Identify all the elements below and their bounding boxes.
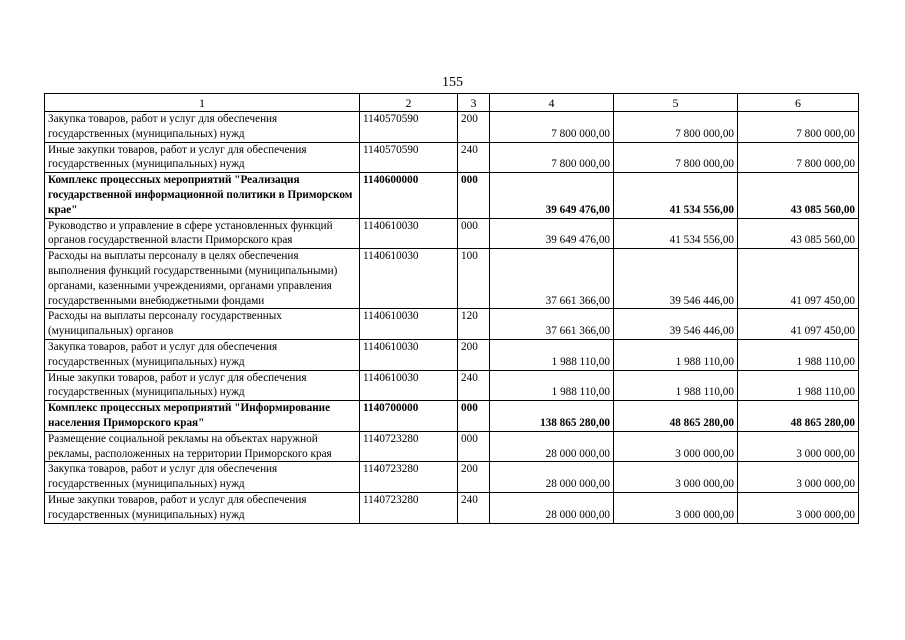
row-amount-1: 28 000 000,00 bbox=[490, 431, 614, 462]
row-amount-1: 39 649 476,00 bbox=[490, 173, 614, 218]
row-name: Расходы на выплаты персоналу государственных (муниципальных) органов bbox=[45, 309, 360, 340]
table-row bbox=[45, 401, 859, 432]
row-amount-1: 1 988 110,00 bbox=[490, 370, 614, 401]
row-amount-3: 3 000 000,00 bbox=[738, 492, 859, 523]
row-amount-2: 1 988 110,00 bbox=[614, 339, 738, 370]
row-expense-type: 240 bbox=[458, 370, 490, 401]
row-name: Иные закупки товаров, работ и услуг для обеспечения государственных (муниципальных) нужд bbox=[45, 370, 360, 401]
budget-table bbox=[44, 93, 859, 524]
row-code: 1140610030 bbox=[360, 249, 458, 309]
row-code: 1140723280 bbox=[360, 431, 458, 462]
table-row bbox=[45, 309, 859, 340]
row-code: 1140570590 bbox=[360, 142, 458, 173]
row-name: Комплекс процессных мероприятий "Информирование населения Приморского края" bbox=[45, 401, 360, 432]
row-name: Иные закупки товаров, работ и услуг для обеспечения государственных (муниципальных) нужд bbox=[45, 492, 360, 523]
row-expense-type: 200 bbox=[458, 112, 490, 143]
row-name: Иные закупки товаров, работ и услуг для обеспечения государственных (муниципальных) нужд bbox=[45, 142, 360, 173]
row-amount-1: 28 000 000,00 bbox=[490, 492, 614, 523]
table-row bbox=[45, 462, 859, 493]
row-expense-type: 240 bbox=[458, 142, 490, 173]
row-amount-2: 41 534 556,00 bbox=[614, 218, 738, 249]
row-amount-3: 41 097 450,00 bbox=[738, 309, 859, 340]
table-row bbox=[45, 112, 859, 143]
header-row bbox=[45, 94, 859, 112]
row-amount-1: 39 649 476,00 bbox=[490, 218, 614, 249]
table-row bbox=[45, 142, 859, 173]
row-name: Закупка товаров, работ и услуг для обеспечения государственных (муниципальных) нужд bbox=[45, 112, 360, 143]
row-amount-3: 48 865 280,00 bbox=[738, 401, 859, 432]
row-amount-3: 1 988 110,00 bbox=[738, 370, 859, 401]
row-amount-3: 41 097 450,00 bbox=[738, 249, 859, 309]
row-amount-3: 43 085 560,00 bbox=[738, 173, 859, 218]
row-expense-type: 100 bbox=[458, 249, 490, 309]
table-row bbox=[45, 492, 859, 523]
page-number: 155 bbox=[442, 75, 463, 90]
row-code: 1140600000 bbox=[360, 173, 458, 218]
table-row bbox=[45, 218, 859, 249]
row-amount-2: 39 546 446,00 bbox=[614, 309, 738, 340]
row-expense-type: 200 bbox=[458, 462, 490, 493]
row-amount-1: 138 865 280,00 bbox=[490, 401, 614, 432]
row-expense-type: 240 bbox=[458, 492, 490, 523]
header-col-2: 2 bbox=[360, 94, 458, 112]
row-expense-type: 200 bbox=[458, 339, 490, 370]
header-col-4: 4 bbox=[490, 94, 614, 112]
row-amount-3: 7 800 000,00 bbox=[738, 112, 859, 143]
row-code: 1140723280 bbox=[360, 462, 458, 493]
row-amount-3: 1 988 110,00 bbox=[738, 339, 859, 370]
row-amount-1: 37 661 366,00 bbox=[490, 309, 614, 340]
row-amount-1: 37 661 366,00 bbox=[490, 249, 614, 309]
table-row bbox=[45, 249, 859, 309]
row-code: 1140610030 bbox=[360, 218, 458, 249]
header-col-3: 3 bbox=[458, 94, 490, 112]
row-amount-3: 43 085 560,00 bbox=[738, 218, 859, 249]
row-expense-type: 120 bbox=[458, 309, 490, 340]
row-expense-type: 000 bbox=[458, 173, 490, 218]
table-row bbox=[45, 339, 859, 370]
row-code: 1140700000 bbox=[360, 401, 458, 432]
row-amount-3: 3 000 000,00 bbox=[738, 431, 859, 462]
row-amount-2: 3 000 000,00 bbox=[614, 492, 738, 523]
row-amount-2: 3 000 000,00 bbox=[614, 431, 738, 462]
row-expense-type: 000 bbox=[458, 431, 490, 462]
row-expense-type: 000 bbox=[458, 218, 490, 249]
row-amount-2: 48 865 280,00 bbox=[614, 401, 738, 432]
row-name: Размещение социальной рекламы на объектах наружной рекламы, расположенных на территории Приморского края bbox=[45, 431, 360, 462]
row-amount-2: 7 800 000,00 bbox=[614, 142, 738, 173]
header-col-5: 5 bbox=[614, 94, 738, 112]
row-code: 1140610030 bbox=[360, 370, 458, 401]
row-amount-2: 3 000 000,00 bbox=[614, 462, 738, 493]
row-code: 1140723280 bbox=[360, 492, 458, 523]
row-name: Руководство и управление в сфере установленных функций органов государственной власти Приморского края bbox=[45, 218, 360, 249]
row-name: Закупка товаров, работ и услуг для обеспечения государственных (муниципальных) нужд bbox=[45, 462, 360, 493]
row-name: Комплекс процессных мероприятий "Реализация государственной информационной политики в Приморском крае" bbox=[45, 173, 360, 218]
row-name: Закупка товаров, работ и услуг для обеспечения государственных (муниципальных) нужд bbox=[45, 339, 360, 370]
row-amount-3: 3 000 000,00 bbox=[738, 462, 859, 493]
header-col-1: 1 bbox=[45, 94, 360, 112]
row-amount-1: 7 800 000,00 bbox=[490, 112, 614, 143]
row-amount-1: 1 988 110,00 bbox=[490, 339, 614, 370]
row-expense-type: 000 bbox=[458, 401, 490, 432]
table-row bbox=[45, 370, 859, 401]
row-amount-2: 41 534 556,00 bbox=[614, 173, 738, 218]
row-name: Расходы на выплаты персоналу в целях обеспечения выполнения функций государственными (муниципальными) органами, казенными учреждениями, органами управления государственными внебюджетными фондами bbox=[45, 249, 360, 309]
table-row bbox=[45, 173, 859, 218]
header-col-6: 6 bbox=[738, 94, 859, 112]
row-code: 1140570590 bbox=[360, 112, 458, 143]
row-amount-3: 7 800 000,00 bbox=[738, 142, 859, 173]
row-code: 1140610030 bbox=[360, 339, 458, 370]
row-amount-1: 28 000 000,00 bbox=[490, 462, 614, 493]
row-amount-2: 1 988 110,00 bbox=[614, 370, 738, 401]
row-amount-1: 7 800 000,00 bbox=[490, 142, 614, 173]
row-amount-2: 7 800 000,00 bbox=[614, 112, 738, 143]
row-code: 1140610030 bbox=[360, 309, 458, 340]
table-row bbox=[45, 431, 859, 462]
row-amount-2: 39 546 446,00 bbox=[614, 249, 738, 309]
